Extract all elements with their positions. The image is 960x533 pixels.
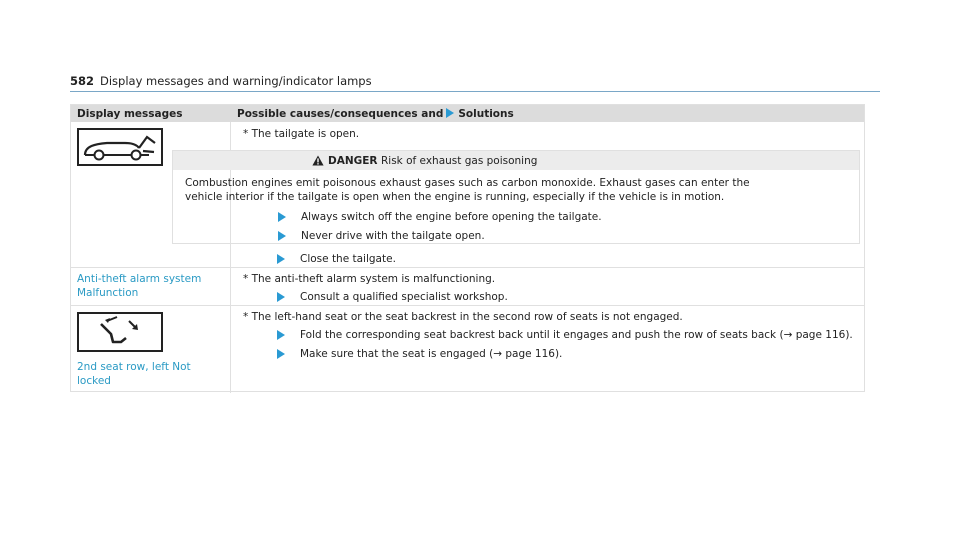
solution-step: Make sure that the seat is engaged (→ page 116). bbox=[300, 348, 563, 360]
warning-triangle-icon bbox=[312, 155, 324, 169]
cause-text: * The anti-theft alarm system is malfunctioning. bbox=[243, 273, 496, 285]
danger-step: Always switch off the engine before opening the tailgate. bbox=[301, 211, 602, 223]
danger-text-line: Combustion engines emit poisonous exhaust gases such as carbon monoxide. Exhaust gases can enter the bbox=[185, 177, 750, 189]
page-header bbox=[70, 72, 880, 92]
display-message-line: locked bbox=[77, 375, 111, 387]
step-arrow-icon bbox=[278, 212, 286, 222]
cause-text: * The tailgate is open. bbox=[243, 128, 360, 140]
column-header-causes-solutions: Possible causes/consequences and Solutions bbox=[237, 108, 514, 120]
row-separator bbox=[71, 305, 864, 306]
danger-title: Risk of exhaust gas poisoning bbox=[381, 155, 538, 167]
column-header-display-messages: Display messages bbox=[77, 108, 183, 120]
step-arrow-icon bbox=[277, 349, 285, 359]
danger-header bbox=[173, 151, 859, 170]
seat-backrest-icon bbox=[77, 312, 163, 355]
cause-text: * The left-hand seat or the seat backrest in the second row of seats is not engaged. bbox=[243, 311, 683, 323]
display-messages-table bbox=[70, 104, 865, 392]
page-number: 582 bbox=[70, 74, 95, 88]
solution-step: Fold the corresponding seat backrest back until it engages and push the row of seats back (→ page 116). bbox=[300, 329, 853, 341]
open-tailgate-icon bbox=[77, 128, 163, 169]
solution-step: Close the tailgate. bbox=[300, 253, 396, 265]
danger-warning-box bbox=[172, 150, 860, 244]
row-separator bbox=[71, 267, 864, 268]
display-message-line: 2nd seat row, left Not bbox=[77, 361, 191, 373]
display-message-line: Anti-theft alarm system bbox=[77, 273, 202, 285]
step-arrow-icon bbox=[277, 254, 285, 264]
solution-arrow-icon bbox=[446, 108, 454, 118]
page-header-title: Display messages and warning/indicator lamps bbox=[100, 74, 372, 88]
display-message-line: Malfunction bbox=[77, 287, 139, 299]
table-header bbox=[71, 105, 864, 122]
step-arrow-icon bbox=[277, 292, 285, 302]
danger-step: Never drive with the tailgate open. bbox=[301, 230, 485, 242]
danger-label: DANGER bbox=[328, 155, 378, 167]
step-arrow-icon bbox=[278, 231, 286, 241]
step-arrow-icon bbox=[277, 330, 285, 340]
danger-text-line: vehicle interior if the tailgate is open when the engine is running, especially if the vehicle is in motion. bbox=[185, 191, 725, 203]
solution-step: Consult a qualified specialist workshop. bbox=[300, 291, 508, 303]
